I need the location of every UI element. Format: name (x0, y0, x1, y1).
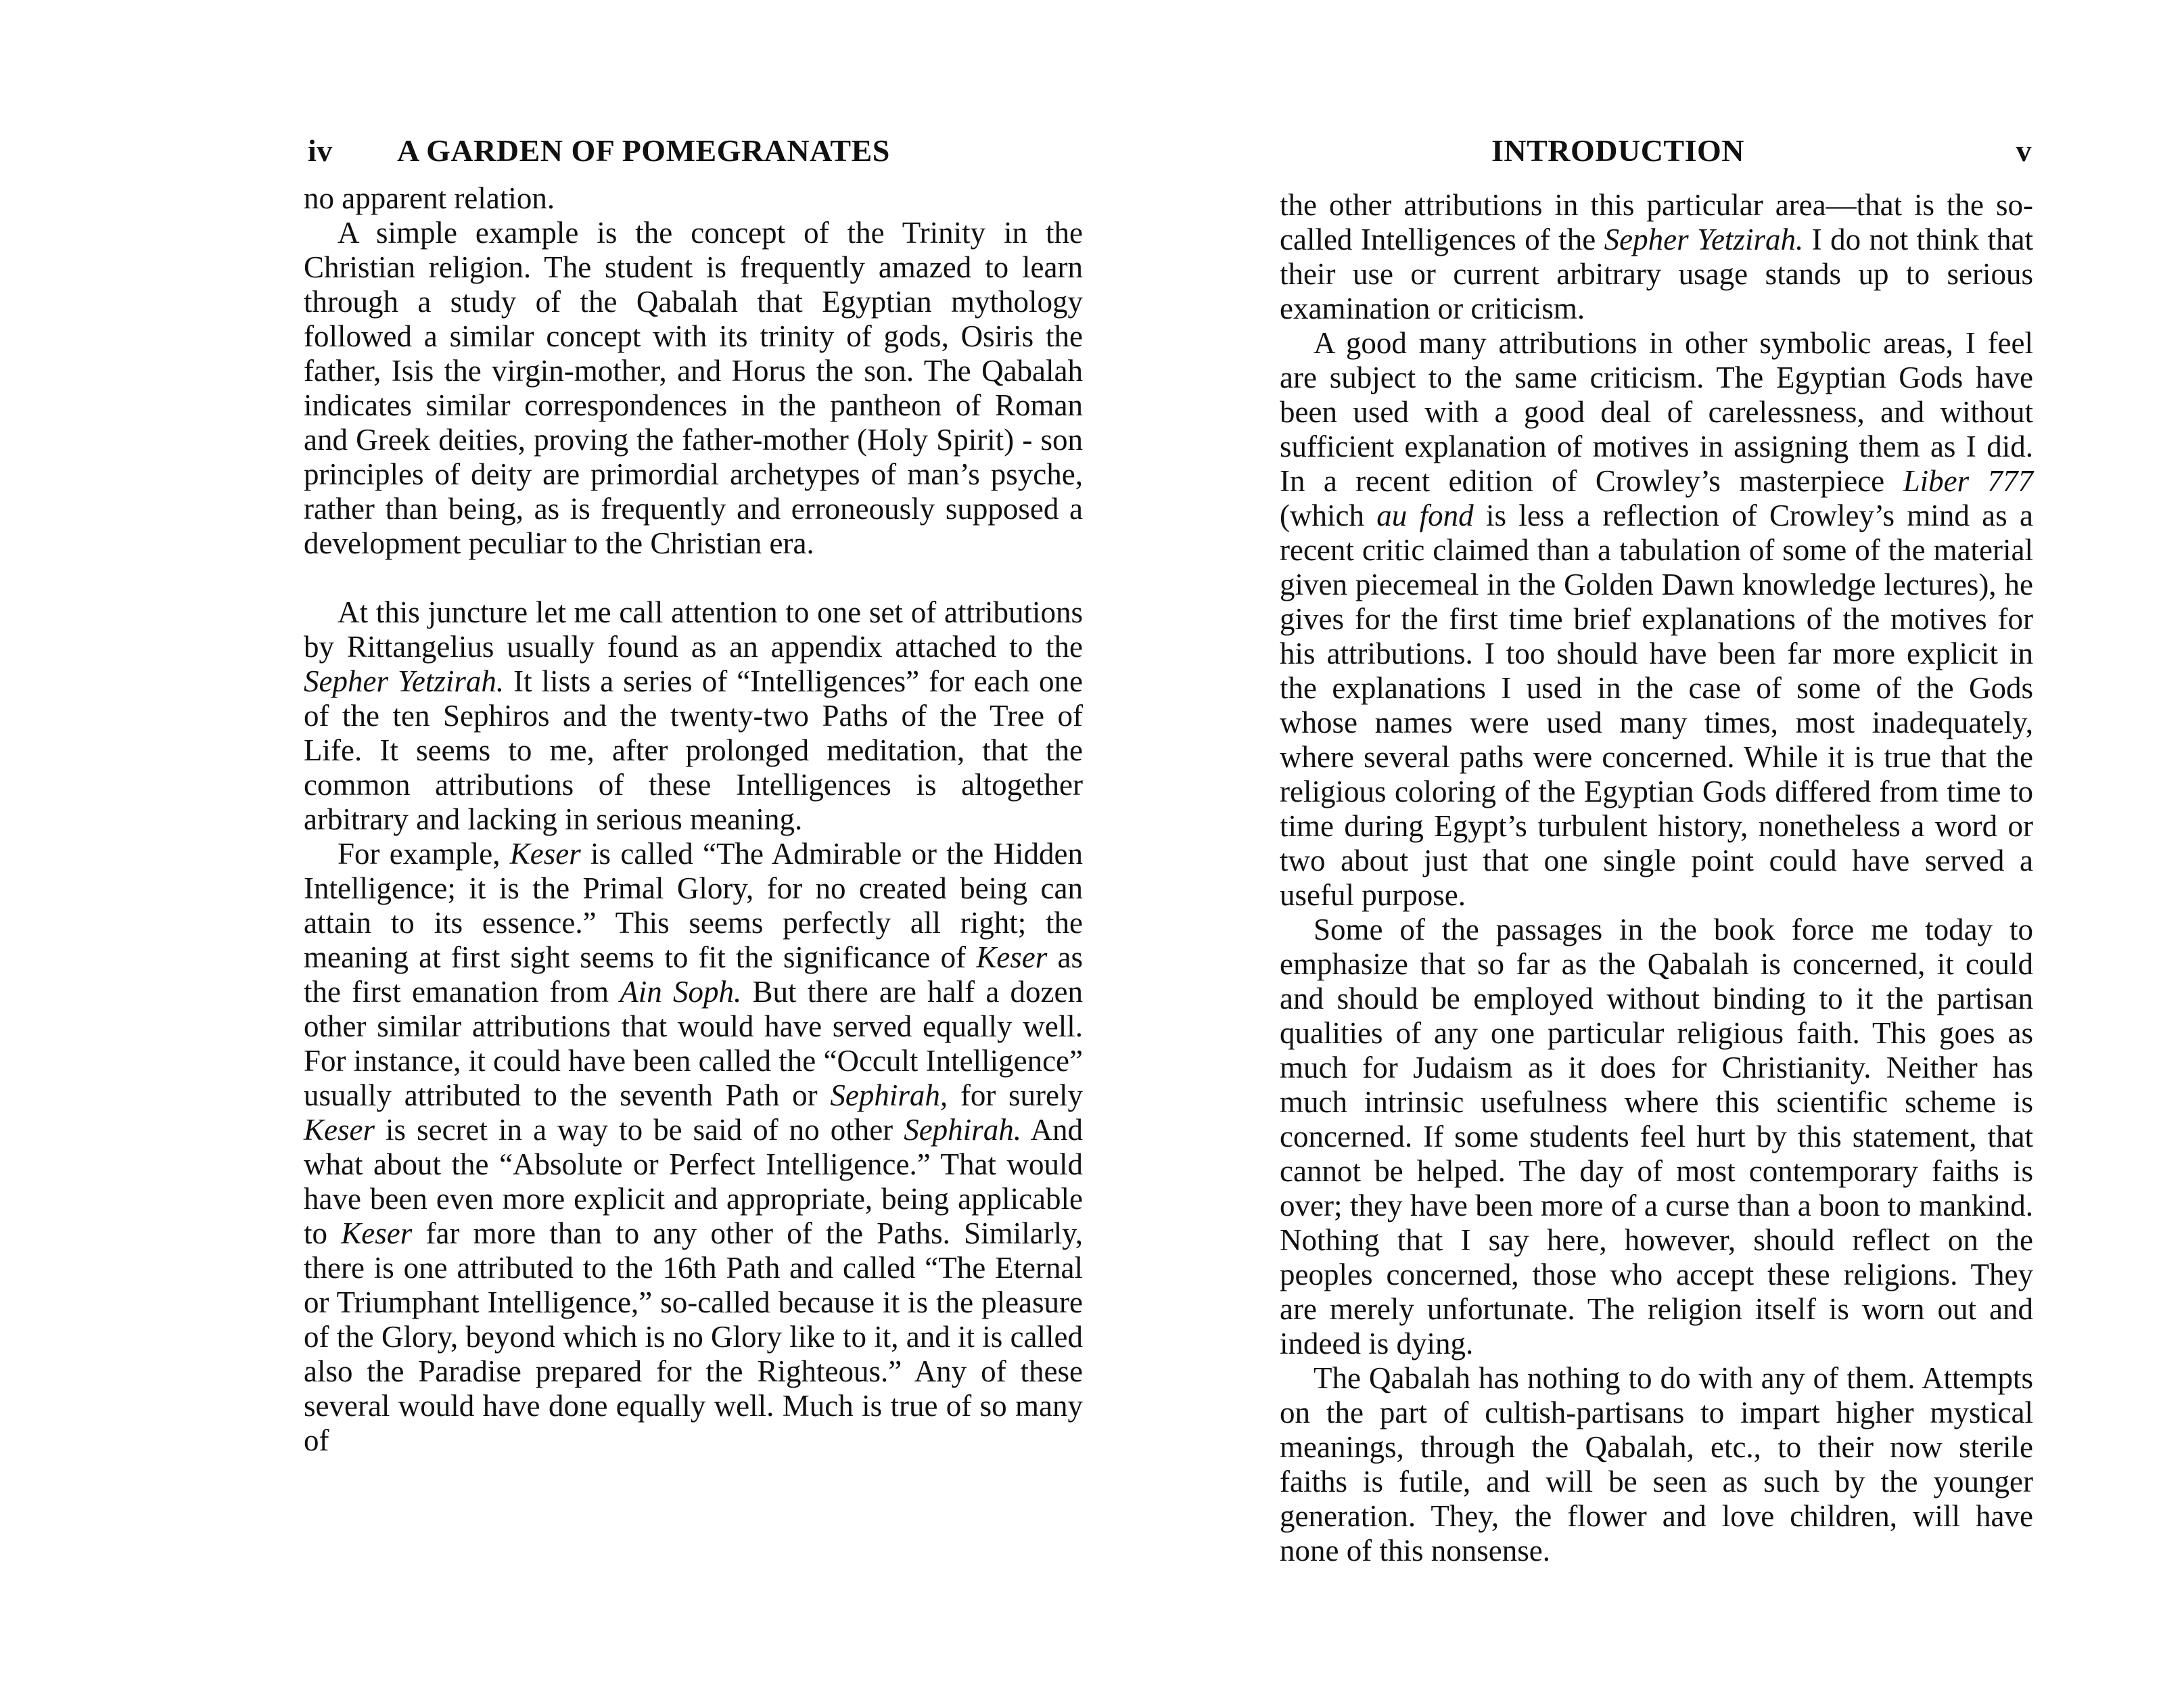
left-page-number: iv (308, 133, 333, 168)
paragraph: For example, Keser is called “The Admirable or the Hidden Intelligence; it is the Primal Glory, for no created being can attain to its essence.” This seems perfectly all right; the meaning at first sight seems to fit the significance of Keser as the first emanation from Ain Soph. But there are half a dozen other similar attributions that would have served equally well. For instance, it could have been called the “Occult Intelligence” usually attributed to the seventh Path or Sephirah, for surely Keser is secret in a way to be said of no other Sephirah. And what about the “Absolute or Perfect Intelligence.” That would have been even more explicit and appropriate, being applicable to Keser far more than to any other of the Paths. Similarly, there is one attributed to the 16th Path and called “The Eternal or Triumphant Intelligence,” so-called because it is the pleasure of the Glory, beyond which is no Glory like to it, and it is called also the Paradise prepared for the Righteous.” Any of these several would have done equally well. Much is true of so many of (304, 837, 1084, 1457)
paragraph: Some of the passages in the book force me today to emphasize that so far as the Qabalah is concerned, it could and should be employed without binding to it the partisan qualities of any one particular religious faith. This goes as much for Judaism as it does for Christianity. Neither has much intrinsic usefulness where this scientific scheme is concerned. If some students feel hurt by this statement, that cannot be helped. The day of most contemporary faiths is over; they have been more of a curse than a boon to mankind. Nothing that I say here, however, should reflect on the peoples concerned, those who accept these religions. They are merely unfortunate. The religion itself is worn out and indeed is dying. (1280, 913, 2033, 1360)
paragraph: At this juncture let me call attention to one set of attributions by Rittangelius usually found as an appendix attached to the Sepher Yetzirah. It lists a series of “Intelligences” for each one of the ten Sephiros and the twenty-two Paths of the Tree of Life. It seems to me, after prolonged meditation, that the common attributions of these Intelligences is altogether arbitrary and lacking in serious meaning. (304, 595, 1083, 836)
paragraph: the other attributions in this particular area—that is the so-called Intelligences of the Sepher Yetzirah. I do not think that their use or current arbitrary usage stands up to serious examination or criticism. (1280, 188, 2033, 325)
left-page-body (304, 181, 1083, 1458)
right-page-body (1280, 188, 2033, 1568)
paragraph: The Qabalah has nothing to do with any of them. Attempts on the part of cultish-partisans to impart higher mystical meanings, through the Qabalah, etc., to their now sterile faiths is futile, and will be seen as such by the younger generation. They, the flower and love children, will have none of this nonsense. (1280, 1361, 2033, 1567)
right-page-header (1280, 133, 2032, 173)
paragraph: A good many attributions in other symbolic areas, I feel are subject to the same criticism. The Egyptian Gods have been used with a good deal of carelessness, and without sufficient explanation of motives in assigning them as I did. In a recent edition of Crowley’s masterpiece Liber 777 (which au fond is less a reflection of Crowley’s mind as a recent critic claimed than a tabulation of some of the material given piecemeal in the Golden Dawn knowledge lectures), he gives for the first time brief explanations of the motives for his attributions. I too should have been far more explicit in the explanations I used in the case of some of the Gods whose names were used many times, most inadequately, where several paths were concerned. While it is true that the religious coloring of the Egyptian Gods differed from time to time during Egypt’s turbulent history, nonetheless a word or two about just that one single point could have served a useful purpose. (1280, 326, 2033, 912)
right-page (1092, 0, 2184, 1694)
paragraph: no apparent relation. (304, 181, 555, 215)
right-page-number: v (2016, 133, 2032, 168)
paragraph: A simple example is the concept of the Trinity in the Christian religion. The student is frequently amazed to learn through a study of the Qabalah that Egyptian mythology followed a similar concept with its trinity of gods, Osiris the father, Isis the virgin-mother, and Horus the son. The Qabalah indicates similar correspondences in the pantheon of Roman and Greek deities, proving the father-mother (Holy Spirit) - son principles of deity are primordial archetypes of man’s psyche, rather than being, as is frequently and erroneously supposed a development peculiar to the Christian era. (304, 216, 1083, 560)
left-page-header (308, 133, 1079, 173)
right-running-head: INTRODUCTION (1491, 133, 1745, 168)
left-running-head: A GARDEN OF POMEGRANATES (397, 133, 890, 168)
